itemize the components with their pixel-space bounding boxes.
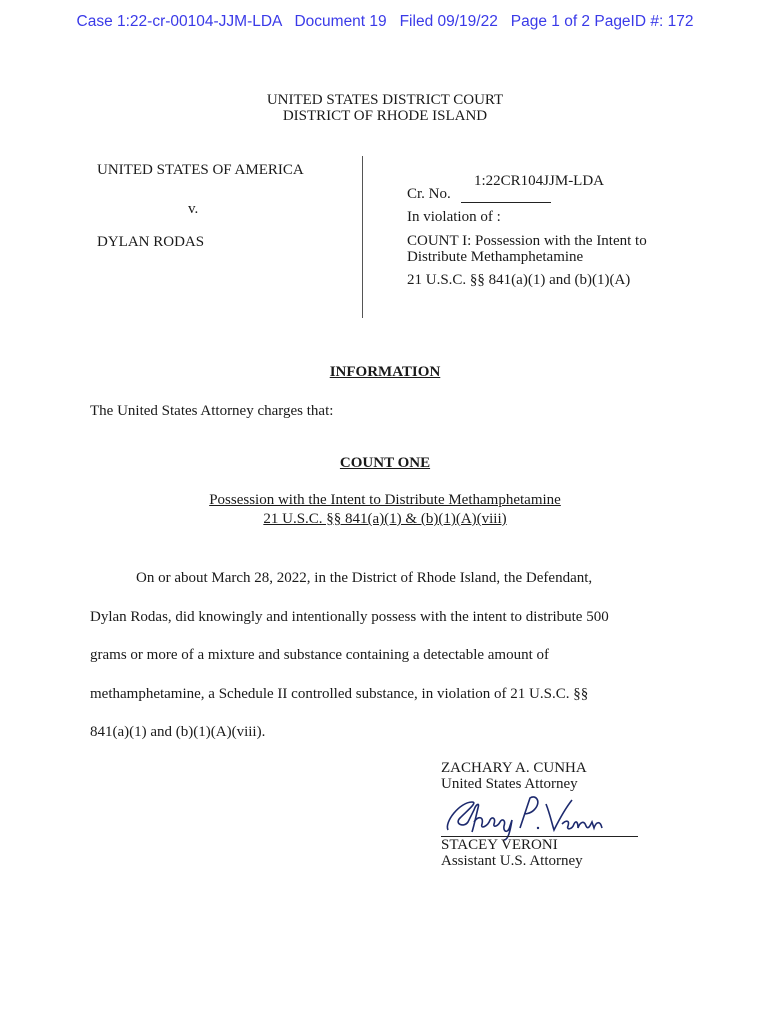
signer-title: Assistant U.S. Attorney [441, 853, 583, 869]
body-line-4: methamphetamine, a Schedule II controlled substance, in violation of 21 U.S.C. §§ [90, 686, 589, 702]
body-line-1: On or about March 28, 2022, in the District of Rhode Island, the Defendant, [136, 570, 593, 586]
caption-statute: 21 U.S.C. §§ 841(a)(1) and (b)(1)(A) [407, 272, 631, 288]
header-page: Page 1 of 2 PageID #: 172 [510, 13, 694, 30]
count-subtitle-2: 21 U.S.C. §§ 841(a)(1) & (b)(1)(A)(viii) [263, 511, 507, 527]
intro-text: The United States Attorney charges that: [90, 403, 334, 419]
caption-divider [362, 156, 363, 318]
count-subtitle-1: Possession with the Intent to Distribute Methamphetamine [209, 492, 561, 508]
body-line-5: 841(a)(1) and (b)(1)(A)(viii). [90, 724, 266, 740]
signer-name: STACEY VERONI [441, 837, 558, 853]
handwritten-signature [438, 792, 608, 842]
count-heading: COUNT ONE [339, 455, 431, 471]
header-case: Case 1:22-cr-00104-JJM-LDA [76, 13, 282, 30]
cr-no-label: Cr. No. [407, 186, 451, 202]
attorney-name: ZACHARY A. CUNHA [441, 760, 587, 776]
header-filed: Filed 09/19/22 [399, 13, 498, 30]
caption-plaintiff: UNITED STATES OF AMERICA [97, 162, 304, 178]
caption-versus: v. [188, 201, 199, 217]
header-document: Document 19 [294, 13, 387, 30]
filing-header [0, 13, 770, 31]
document-title: INFORMATION [329, 364, 441, 380]
court-district: DISTRICT OF RHODE ISLAND [282, 108, 488, 124]
violation-label: In violation of : [407, 209, 501, 225]
case-number: 1:22CR104JJM-LDA [474, 173, 605, 189]
court-name: UNITED STATES DISTRICT COURT [266, 92, 504, 108]
body-line-3: grams or more of a mixture and substance containing a detectable amount of [90, 647, 550, 663]
body-line-2: Dylan Rodas, did knowingly and intentionally possess with the intent to distribute 500 [90, 609, 609, 625]
caption-defendant: DYLAN RODAS [97, 234, 205, 250]
attorney-title: United States Attorney [441, 776, 578, 792]
count-description-1: COUNT I: Possession with the Intent to [407, 233, 647, 249]
case-number-line [461, 202, 551, 203]
count-description-2: Distribute Methamphetamine [407, 249, 584, 265]
